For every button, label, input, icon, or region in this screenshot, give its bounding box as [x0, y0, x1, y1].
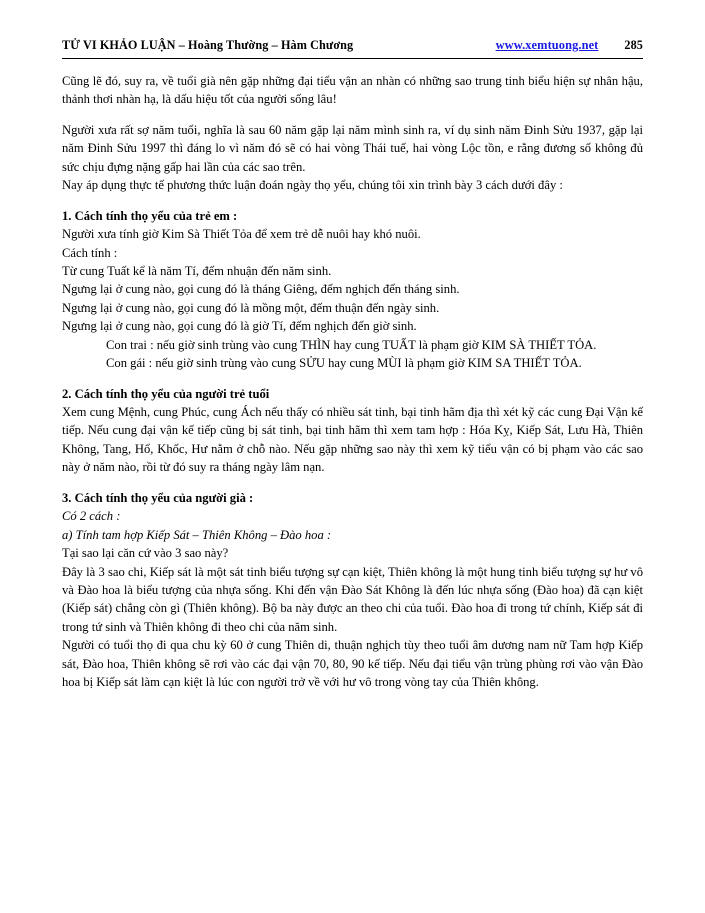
header-title: TỬ VI KHẢO LUẬN – Hoàng Thường – Hàm Chương: [62, 38, 354, 52]
section-1-line-7: Con trai : nếu giờ sinh trùng vào cung THÌN hay cung TUẤT là phạm giờ KIM SÀ THIẾT TỎA.: [106, 337, 597, 352]
page-header: [62, 38, 643, 53]
section-3-line-3: Tại sao lại căn cứ vào 3 sao này?: [62, 546, 229, 561]
section-1-line-1: Người xưa tính giờ Kim Sà Thiết Tỏa để xem trẻ dễ nuôi hay khó nuôi.: [62, 227, 421, 242]
section-1-line-4: Ngưng lại ở cung nào, gọi cung đó là tháng Giêng, đếm nghịch đến tháng sinh.: [62, 282, 460, 297]
section-1-line-5: Ngưng lại ở cung nào, gọi cung đó là mồng một, đếm thuận đến ngày sinh.: [62, 300, 440, 315]
spacer: [62, 109, 643, 121]
header-website-link[interactable]: www.xemtuong.net: [495, 38, 599, 52]
section-3-paragraph-2: Người có tuổi thọ đi qua chu kỳ 60 ở cung Thiên di, thuận nghịch tùy theo tuổi âm dương nam nữ Tam hợp Kiếp sát, Đào hoa, Thiên không sẽ rơi vào các đại vận 70, 80, 90 kế tiếp. Nếu đại tiểu vận trùng phùng rơi vào vận Đào hoa bị Kiếp sát làm cạn kiệt là lúc con người trở về với hư vô trong vòng tay của Thiên không.: [62, 638, 643, 690]
paragraph-1: Cũng lẽ đó, suy ra, về tuổi già nên gặp những đại tiểu vận an nhàn có những sao trung tinh biểu hiện sự nhân hậu, thảnh thơi nhàn hạ, là dấu hiệu tốt của người sống lâu!: [62, 74, 643, 107]
spacer: [62, 373, 643, 385]
page-number: 285: [624, 38, 643, 52]
section-1-heading: 1. Cách tính thọ yểu của trẻ em :: [62, 208, 238, 223]
section-3-line-1: Có 2 cách :: [62, 509, 121, 524]
spacer: [62, 477, 643, 489]
section-2-heading: 2. Cách tính thọ yểu của người trẻ tuổi: [62, 386, 270, 401]
section-1-line-3: Từ cung Tuất kể là năm Tí, đếm nhuận đến năm sinh.: [62, 263, 332, 278]
header-divider: [62, 58, 643, 59]
section-3-line-2: a) Tính tam hợp Kiếp Sát – Thiên Không – Đào hoa :: [62, 527, 332, 542]
document-body: [62, 72, 643, 692]
paragraph-2: Người xưa rất sợ năm tuổi, nghĩa là sau 60 năm gặp lại năm mình sinh ra, ví dụ sinh năm Đinh Sửu 1937, gặp lại năm Đinh Sửu 1997 thì đáng lo vì năm đó sẽ có hai vòng Thái tuế, hai vòng Lộc tồn, e rằng đương số không đủ sức chịu đựng nặng gấp hai lần của các sao trên.: [62, 122, 643, 174]
section-3-paragraph-1: Đây là 3 sao chi, Kiếp sát là một sát tinh biểu tượng sự cạn kiệt, Thiên không là một hung tinh biểu tượng sự hư vô và Đào hoa là biểu tượng của nhựa sống. Khi đến vận Đào Sát Không là đến lúc nhựa sống (Đào hoa) đã cạn kiệt (Kiếp sát) chẳng còn gì (Thiên không). Bộ ba này được an theo chi của tuổi. Đào hoa đi trong tứ chính, Kiếp sát đi trong tứ sinh và Thiên không đi theo chi của năm sinh.: [62, 564, 643, 634]
section-3-heading: 3. Cách tính thọ yểu của người già :: [62, 490, 254, 505]
paragraph-3: Nay áp dụng thực tế phương thức luận đoán ngày thọ yểu, chúng tôi xin trình bày 3 cách dưới đây :: [62, 178, 563, 193]
spacer: [62, 195, 643, 207]
section-1-line-2: Cách tính :: [62, 245, 118, 260]
section-2-body: Xem cung Mệnh, cung Phúc, cung Ách nếu thấy có nhiều sát tinh, bại tinh hãm địa thì xét kỹ các cung Đại Vận kế tiếp. Nếu cung đại vận kế tiếp cũng bị sát tinh, bại tinh hãm thì xem tam hợp : Hóa Kỵ, Kiếp Sát, Lưu Hà, Thiên Không, Tang, Hổ, Khốc, Hư nằm ở chỗ nào. Nếu gặp những sao này thì xem kỹ tiểu vận có bị phạm vào các sao này ở năm nào, rồi từ đó suy ra tháng ngày lâm nạn.: [62, 405, 643, 475]
section-1-line-6: Ngưng lại ở cung nào, gọi cung đó là giờ Tí, đếm nghịch đến giờ sinh.: [62, 319, 417, 334]
section-1-line-8: Con gái : nếu giờ sinh trùng vào cung SỬU hay cung MÙI là phạm giờ KIM SA THIẾT TỎA.: [106, 356, 582, 371]
